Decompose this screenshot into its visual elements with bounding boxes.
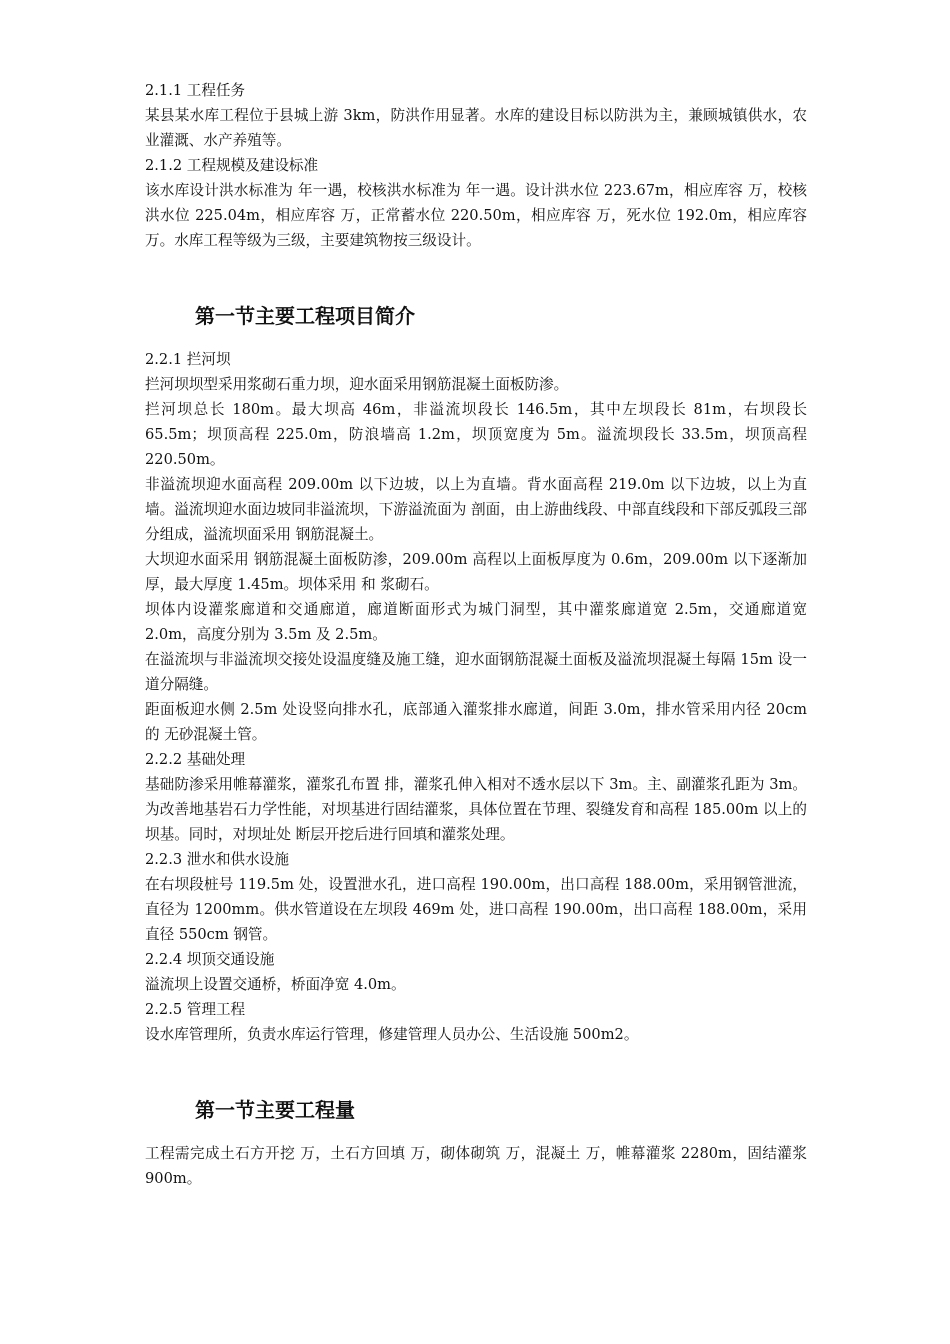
paragraph-dam-dimensions: 拦河坝总长 180m。最大坝高 46m，非溢流坝段长 146.5m，其中左坝段长 81m，右坝段长 65.5m；坝顶高程 225.0m，防浪墙高 1.2m，坝顶宽度为 5m。溢流坝段长 33.5m，坝顶高程 220.50m。 xyxy=(145,401,807,468)
paragraph-scale: 该水库设计洪水标准为 年一遇，校核洪水标准为 年一遇。设计洪水位 223.67m，相应库容 万，校核洪水位 225.04m，相应库容 万，正常蓄水位 220.50m，相应库容 万，死水位 192.0m，相应库容 万。水库工程等级为三级，主要建筑物按三级设计。 xyxy=(145,182,807,249)
subsection-heading-2-2-1: 2.2.1 拦河坝 xyxy=(145,351,231,368)
subsection-heading-2-2-5: 2.2.5 管理工程 xyxy=(145,1001,246,1018)
paragraph-drainage: 距面板迎水侧 2.5m 处设竖向排水孔，底部通入灌浆排水廊道，间距 3.0m，排水管采用内径 20cm 的 无砂混凝土管。 xyxy=(145,701,807,743)
paragraph-bridge: 溢流坝上设置交通桥，桥面净宽 4.0m。 xyxy=(145,976,406,993)
paragraph-quantities: 工程需完成土石方开挖 万，土石方回填 万，砌体砌筑 万，混凝土 万，帷幕灌浆 2280m，固结灌浆 900m。 xyxy=(145,1145,807,1187)
paragraph-foundation: 基础防渗采用帷幕灌浆，灌浆孔布置 排，灌浆孔伸入相对不透水层以下 3m。主、副灌浆孔距为 3m。为改善地基岩石力学性能，对坝基进行固结灌浆，具体位置在节理、裂缝发育和高程 185.00m 以上的坝基。同时，对坝址处 断层开挖后进行回填和灌浆处理。 xyxy=(145,776,807,843)
paragraph-task: 某县某水库工程位于县城上游 3km，防洪作用显著。水库的建设目标以防洪为主，兼顾城镇供水，农业灌溉、水产养殖等。 xyxy=(145,107,807,149)
paragraph-dam-slopes: 非溢流坝迎水面高程 209.00m 以下边坡，以上为直墙。背水面高程 219.0m 以下边坡，以上为直墙。溢流坝迎水面边坡同非溢流坝，下游溢流面为 剖面，由上游曲线段、中部直线段和下部反弧段三部分组成，溢流坝面采用 钢筋混凝土。 xyxy=(145,476,807,543)
section-title-quantities: 第一节主要工程量 xyxy=(195,1098,355,1122)
paragraph-dam-type: 拦河坝坝型采用浆砌石重力坝，迎水面采用钢筋混凝土面板防渗。 xyxy=(145,376,569,393)
subsection-heading-2-1-2: 2.1.2 工程规模及建设标准 xyxy=(145,157,319,174)
subsection-heading-2-2-2: 2.2.2 基础处理 xyxy=(145,751,246,768)
section-title-projects: 第一节主要工程项目简介 xyxy=(195,304,415,328)
document-page xyxy=(145,78,807,1191)
paragraph-outlet: 在右坝段桩号 119.5m 处，设置泄水孔，进口高程 190.00m，出口高程 188.00m，采用钢管泄流，直径为 1200mm。供水管道设在左坝段 469m 处，进口高程 190.00m，出口高程 188.00m，采用直径 550cm 钢管。 xyxy=(145,876,807,943)
subsection-heading-2-2-3: 2.2.3 泄水和供水设施 xyxy=(145,851,289,868)
subsection-heading-2-2-4: 2.2.4 坝顶交通设施 xyxy=(145,951,275,968)
paragraph-joints: 在溢流坝与非溢流坝交接处设温度缝及施工缝，迎水面钢筋混凝土面板及溢流坝混凝土每隔 15m 设一道分隔缝。 xyxy=(145,651,807,693)
paragraph-galleries: 坝体内设灌浆廊道和交通廊道，廊道断面形式为城门洞型，其中灌浆廊道宽 2.5m，交通廊道宽 2.0m，高度分别为 3.5m 及 2.5m。 xyxy=(145,601,807,643)
paragraph-face-slab: 大坝迎水面采用 钢筋混凝土面板防渗，209.00m 高程以上面板厚度为 0.6m，209.00m 以下逐渐加厚，最大厚度 1.45m。坝体采用 和 浆砌石。 xyxy=(145,551,807,593)
paragraph-management: 设水库管理所，负责水库运行管理，修建管理人员办公、生活设施 500m2。 xyxy=(145,1026,639,1043)
subsection-heading-2-1-1: 2.1.1 工程任务 xyxy=(145,82,246,99)
